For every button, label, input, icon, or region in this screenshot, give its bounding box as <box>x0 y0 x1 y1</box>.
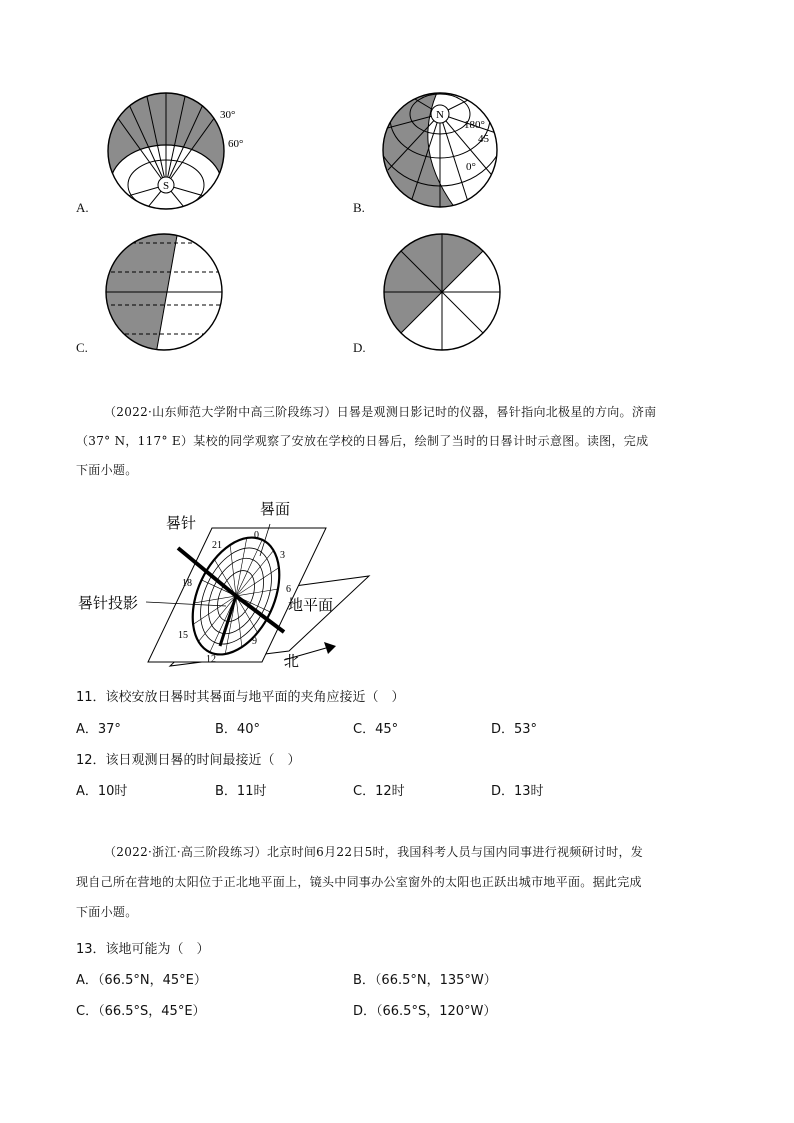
figure-d-globe <box>382 230 506 354</box>
q12-option-c[interactable]: C．12时 <box>353 784 405 799</box>
q13-stem: 13．该地可能为（ ） <box>76 942 210 957</box>
q12-option-a[interactable]: A．10时 <box>76 784 128 799</box>
figure-a-lat1: 30° <box>220 109 236 121</box>
sundial-svg <box>74 496 374 672</box>
figure-c-label: C. <box>76 340 88 355</box>
figure-d-label: D. <box>353 340 366 355</box>
figure-b-globe <box>380 90 510 212</box>
label-shadow: 晷针投影 <box>78 596 139 612</box>
label-face: 晷面 <box>260 502 291 518</box>
hour-3: 3 <box>280 550 285 561</box>
figure-a <box>104 90 244 212</box>
q12-option-b[interactable]: B．11时 <box>215 784 267 799</box>
label-ground: 地平面 <box>288 598 334 614</box>
q12-option-d[interactable]: D．13时 <box>491 784 544 799</box>
passage2-line2: 现自己所在营地的太阳位于正北地平面上，镜头中同事办公室窗外的太阳也正跃出城市地平面。据此完成 <box>76 875 642 889</box>
figure-c <box>104 230 228 354</box>
q13-option-d[interactable]: D．（66.5°S，120°W） <box>353 1004 497 1019</box>
figure-d <box>382 230 506 354</box>
passage2-line3: 下面小题。 <box>76 905 138 919</box>
figure-b-lon3: 0° <box>466 161 476 173</box>
label-gnomon: 晷针 <box>166 516 197 532</box>
hour-0: 0 <box>254 530 259 541</box>
figure-a-pole: S <box>162 180 170 192</box>
hour-9: 9 <box>252 636 257 647</box>
hour-21: 21 <box>212 540 222 551</box>
q13-option-b[interactable]: B．（66.5°N，135°W） <box>353 973 497 988</box>
hour-6: 6 <box>286 584 291 595</box>
figure-b-label: B. <box>353 200 365 215</box>
figure-c-globe <box>104 230 228 354</box>
figure-b-pole: N <box>436 109 444 121</box>
sundial-diagram <box>74 496 374 672</box>
passage2-line1: （2022·浙江·高三阶段练习）北京时间6月22日5时，我国科考人员与国内同事进行视频研讨时，发 <box>104 845 644 859</box>
q11-option-c[interactable]: C．45° <box>353 722 399 737</box>
q11-stem: 11．该校安放日晷时其晷面与地平面的夹角应接近（ ） <box>76 690 405 705</box>
q13-option-c[interactable]: C．（66.5°S，45°E） <box>76 1004 206 1019</box>
figure-a-globe <box>104 90 244 212</box>
q12-stem: 12．该日观测日晷的时间最接近（ ） <box>76 753 301 768</box>
q11-option-a[interactable]: A．37° <box>76 722 121 737</box>
passage1-line3: 下面小题。 <box>76 463 138 477</box>
q13-option-a[interactable]: A．（66.5°N，45°E） <box>76 973 207 988</box>
passage1-line1: （2022·山东师范大学附中高三阶段练习）日晷是观测日影记时的仪器，晷针指向北极星的方向。济南 <box>104 405 657 419</box>
passage1-line2: （37° N，117° E）某校的同学观察了安放在学校的日晷后，绘制了当时的日晷计时示意图。读图，完成 <box>76 434 649 448</box>
figure-b-lon2: 45 <box>478 133 489 145</box>
figure-a-label: A. <box>76 200 89 215</box>
q11-option-d[interactable]: D．53° <box>491 722 538 737</box>
hour-15: 15 <box>178 630 188 641</box>
hour-12: 12 <box>206 654 216 665</box>
label-north: 北 <box>284 654 300 670</box>
figure-b <box>380 90 510 212</box>
figure-a-lat2: 60° <box>228 138 244 150</box>
figure-b-lon1: 180° <box>464 119 485 131</box>
hour-18: 18 <box>182 578 192 589</box>
q11-option-b[interactable]: B．40° <box>215 722 260 737</box>
